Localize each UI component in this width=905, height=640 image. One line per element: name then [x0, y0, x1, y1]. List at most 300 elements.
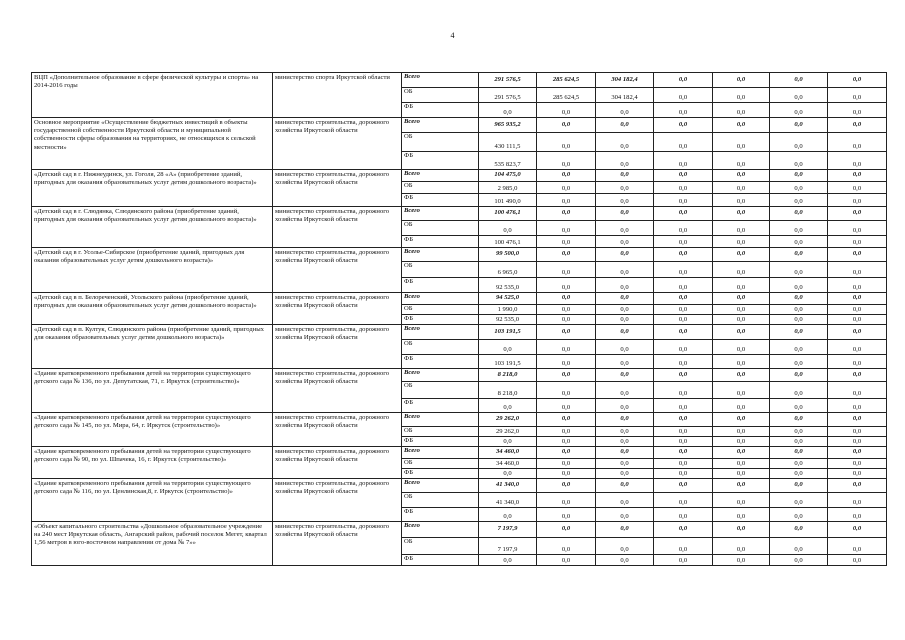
- funding-source: ОБ: [402, 262, 479, 278]
- funding-value: 291 576,5: [479, 73, 537, 88]
- funding-value: 0,0: [713, 522, 770, 538]
- funding-value: 0,0: [596, 538, 654, 555]
- funding-value: 1 990,0: [479, 305, 537, 315]
- funding-value: 0,0: [654, 293, 713, 305]
- funding-value: 430 111,5: [479, 133, 537, 152]
- funding-value: 0,0: [828, 262, 887, 278]
- funding-value: 0,0: [770, 236, 828, 248]
- funding-source: ФБ: [402, 399, 479, 413]
- funding-value: 0,0: [537, 182, 596, 194]
- funding-value: 0,0: [654, 207, 713, 221]
- responsible-executor: министерство строительства, дорожного хозяйства Иркутской области: [273, 118, 402, 170]
- funding-value: 0,0: [770, 305, 828, 315]
- funding-value: 6 965,0: [479, 262, 537, 278]
- table-row: [32, 248, 887, 262]
- funding-source: Всего: [402, 479, 479, 493]
- funding-value: 0,0: [713, 538, 770, 555]
- funding-value: 0,0: [537, 194, 596, 207]
- funding-value: 285 624,5: [537, 88, 596, 103]
- program-name: «Здание кратковременного пребывания детей на территории существующего детского сада № 145, по ул. Мира, 64, г. Иркутск (строительство)»: [32, 413, 273, 447]
- funding-value: 0,0: [654, 522, 713, 538]
- funding-value: 0,0: [770, 133, 828, 152]
- funding-value: 0,0: [537, 340, 596, 355]
- responsible-executor: министерство строительства, дорожного хозяйства Иркутской области: [273, 325, 402, 369]
- program-name: ВЦП «Дополнительное образование в сфере физической культуры и спорта» на 2014-2016 годы: [32, 73, 273, 118]
- funding-value: 0,0: [537, 437, 596, 447]
- funding-value: 0,0: [596, 382, 654, 399]
- funding-value: 0,0: [479, 399, 537, 413]
- funding-value: 0,0: [654, 479, 713, 493]
- funding-value: 0,0: [828, 508, 887, 522]
- funding-source: ОБ: [402, 305, 479, 315]
- funding-value: 0,0: [596, 369, 654, 382]
- funding-value: 34 460,0: [479, 447, 537, 459]
- funding-value: 0,0: [770, 315, 828, 325]
- funding-value: 0,0: [828, 355, 887, 369]
- funding-value: 0,0: [537, 293, 596, 305]
- funding-source: Всего: [402, 293, 479, 305]
- funding-value: 285 624,5: [537, 73, 596, 88]
- funding-value: 0,0: [713, 133, 770, 152]
- funding-value: 0,0: [654, 170, 713, 182]
- funding-value: 0,0: [479, 340, 537, 355]
- funding-value: 0,0: [537, 248, 596, 262]
- funding-value: 0,0: [654, 427, 713, 437]
- funding-value: 0,0: [596, 399, 654, 413]
- funding-value: 0,0: [537, 305, 596, 315]
- funding-value: 0,0: [596, 182, 654, 194]
- funding-value: 0,0: [713, 103, 770, 118]
- funding-value: 0,0: [654, 152, 713, 170]
- funding-source: ФБ: [402, 278, 479, 293]
- funding-source: ФБ: [402, 152, 479, 170]
- funding-value: 0,0: [537, 278, 596, 293]
- funding-value: 0,0: [713, 221, 770, 236]
- funding-value: 0,0: [713, 182, 770, 194]
- program-name: Основное мероприятие «Осуществление бюджетных инвестиций в объекты государственной собственности Иркутской области и муниципальной собственности сферы образования на территориях, не относящихся к сельской местности»: [32, 118, 273, 170]
- funding-source: Всего: [402, 447, 479, 459]
- funding-value: 0,0: [828, 447, 887, 459]
- funding-value: 0,0: [537, 522, 596, 538]
- funding-value: 0,0: [654, 340, 713, 355]
- funding-source: ОБ: [402, 427, 479, 437]
- funding-value: 0,0: [537, 133, 596, 152]
- funding-value: 0,0: [654, 305, 713, 315]
- funding-value: 0,0: [537, 118, 596, 133]
- funding-value: 0,0: [596, 437, 654, 447]
- funding-value: 0,0: [537, 447, 596, 459]
- funding-value: 0,0: [596, 447, 654, 459]
- funding-value: 0,0: [770, 437, 828, 447]
- funding-value: 0,0: [654, 221, 713, 236]
- funding-source: ФБ: [402, 103, 479, 118]
- funding-value: 0,0: [713, 325, 770, 340]
- funding-value: 0,0: [713, 355, 770, 369]
- funding-source: ОБ: [402, 382, 479, 399]
- funding-source: Всего: [402, 369, 479, 382]
- funding-value: 0,0: [537, 469, 596, 479]
- funding-source: ФБ: [402, 469, 479, 479]
- funding-value: 0,0: [654, 538, 713, 555]
- funding-value: 0,0: [713, 399, 770, 413]
- funding-value: 0,0: [713, 293, 770, 305]
- funding-value: 965 935,2: [479, 118, 537, 133]
- funding-source: ОБ: [402, 182, 479, 194]
- funding-value: 0,0: [537, 207, 596, 221]
- funding-value: 535 823,7: [479, 152, 537, 170]
- program-name: «Здание кратковременного пребывания детей на территории существующего детского сада № 90, по ул. Шпачека, 16, г. Иркутск (строительство)»: [32, 447, 273, 479]
- funding-value: 0,0: [654, 469, 713, 479]
- funding-value: 0,0: [537, 369, 596, 382]
- funding-value: 104 475,0: [479, 170, 537, 182]
- program-name: «Объект капитального строительства «Дошкольное образовательное учреждение на 240 мест Иркутская область, Ангарский район, рабочий поселок Мегет, квартал 1,56 метров в юго-восточном направлении от дома № 7»»: [32, 522, 273, 566]
- funding-value: 100 476,1: [479, 207, 537, 221]
- funding-value: 0,0: [828, 459, 887, 469]
- funding-value: 0,0: [654, 118, 713, 133]
- table-body: [32, 73, 887, 566]
- funding-value: 0,0: [654, 493, 713, 508]
- funding-value: 0,0: [713, 170, 770, 182]
- funding-source: ФБ: [402, 194, 479, 207]
- funding-value: 2 985,0: [479, 182, 537, 194]
- funding-value: 99 500,0: [479, 248, 537, 262]
- funding-value: 0,0: [828, 73, 887, 88]
- funding-value: 0,0: [713, 248, 770, 262]
- funding-value: 0,0: [596, 493, 654, 508]
- funding-value: 0,0: [770, 103, 828, 118]
- funding-source: Всего: [402, 248, 479, 262]
- funding-value: 0,0: [828, 555, 887, 566]
- funding-value: 0,0: [770, 399, 828, 413]
- responsible-executor: министерство строительства, дорожного хозяйства Иркутской области: [273, 522, 402, 566]
- funding-value: 0,0: [596, 152, 654, 170]
- funding-value: 0,0: [770, 325, 828, 340]
- funding-value: 7 197,9: [479, 522, 537, 538]
- funding-value: 0,0: [596, 103, 654, 118]
- table-row: [32, 170, 887, 182]
- funding-value: 0,0: [770, 118, 828, 133]
- funding-value: 0,0: [770, 493, 828, 508]
- funding-value: 0,0: [654, 133, 713, 152]
- funding-value: 304 182,4: [596, 73, 654, 88]
- funding-value: 0,0: [770, 340, 828, 355]
- funding-value: 0,0: [596, 340, 654, 355]
- funding-value: 0,0: [654, 182, 713, 194]
- funding-value: 0,0: [654, 88, 713, 103]
- funding-value: 7 197,9: [479, 538, 537, 555]
- funding-value: 0,0: [770, 182, 828, 194]
- funding-value: 0,0: [596, 194, 654, 207]
- funding-source: Всего: [402, 413, 479, 427]
- funding-value: 0,0: [479, 437, 537, 447]
- funding-value: 101 490,0: [479, 194, 537, 207]
- funding-value: 8 218,0: [479, 382, 537, 399]
- funding-value: 0,0: [596, 262, 654, 278]
- funding-value: 291 576,5: [479, 88, 537, 103]
- funding-value: 0,0: [770, 479, 828, 493]
- funding-source: ФБ: [402, 236, 479, 248]
- funding-value: 0,0: [770, 293, 828, 305]
- funding-value: 0,0: [770, 170, 828, 182]
- funding-value: 0,0: [596, 522, 654, 538]
- funding-value: 0,0: [713, 118, 770, 133]
- funding-value: 0,0: [537, 170, 596, 182]
- funding-value: 0,0: [654, 103, 713, 118]
- table-row: [32, 207, 887, 221]
- funding-value: 0,0: [770, 73, 828, 88]
- funding-value: 0,0: [654, 555, 713, 566]
- funding-value: 41 340,0: [479, 493, 537, 508]
- funding-value: 0,0: [537, 262, 596, 278]
- funding-value: 0,0: [828, 133, 887, 152]
- funding-value: 0,0: [713, 459, 770, 469]
- funding-value: 0,0: [596, 293, 654, 305]
- funding-source: Всего: [402, 118, 479, 133]
- funding-value: 0,0: [596, 221, 654, 236]
- funding-value: 8 218,0: [479, 369, 537, 382]
- table-row: [32, 447, 887, 459]
- funding-value: 0,0: [537, 152, 596, 170]
- funding-value: 0,0: [654, 278, 713, 293]
- responsible-executor: министерство строительства, дорожного хозяйства Иркутской области: [273, 207, 402, 248]
- funding-value: 0,0: [596, 207, 654, 221]
- funding-value: 0,0: [654, 369, 713, 382]
- funding-source: Всего: [402, 325, 479, 340]
- funding-value: 0,0: [770, 522, 828, 538]
- funding-value: 103 191,5: [479, 355, 537, 369]
- funding-value: 0,0: [596, 355, 654, 369]
- funding-value: 0,0: [713, 315, 770, 325]
- funding-value: 0,0: [596, 555, 654, 566]
- funding-value: 0,0: [596, 427, 654, 437]
- financing-table: [31, 72, 887, 566]
- responsible-executor: министерство строительства, дорожного хозяйства Иркутской области: [273, 293, 402, 325]
- funding-value: 0,0: [828, 382, 887, 399]
- funding-value: 0,0: [828, 469, 887, 479]
- responsible-executor: министерство спорта Иркутской области: [273, 73, 402, 118]
- funding-value: 0,0: [713, 469, 770, 479]
- funding-value: 0,0: [654, 194, 713, 207]
- funding-value: 0,0: [537, 315, 596, 325]
- funding-value: 0,0: [596, 413, 654, 427]
- funding-value: 0,0: [770, 469, 828, 479]
- funding-value: 0,0: [828, 293, 887, 305]
- funding-value: 0,0: [770, 262, 828, 278]
- funding-value: 0,0: [596, 170, 654, 182]
- funding-value: 0,0: [713, 194, 770, 207]
- funding-value: 0,0: [770, 459, 828, 469]
- program-name: «Здание кратковременного пребывания детей на территории существующего детского сада № 116, по ул. Ценлинская,8, г. Иркутск (строительство)»: [32, 479, 273, 522]
- funding-value: 0,0: [828, 437, 887, 447]
- funding-value: 0,0: [479, 508, 537, 522]
- funding-value: 0,0: [770, 447, 828, 459]
- funding-value: 0,0: [770, 555, 828, 566]
- funding-value: 304 182,4: [596, 88, 654, 103]
- funding-source: ФБ: [402, 355, 479, 369]
- funding-value: 103 191,5: [479, 325, 537, 340]
- funding-value: 0,0: [537, 493, 596, 508]
- program-name: «Детский сад в п. Култук, Слюдянского района (приобретение зданий, пригодных для оказания образовательных услуг детям дошкольного возраста)»: [32, 325, 273, 369]
- responsible-executor: министерство строительства, дорожного хозяйства Иркутской области: [273, 369, 402, 413]
- funding-source: ОБ: [402, 133, 479, 152]
- funding-value: 0,0: [654, 399, 713, 413]
- funding-value: 0,0: [537, 427, 596, 437]
- funding-value: 0,0: [596, 459, 654, 469]
- funding-value: 0,0: [770, 538, 828, 555]
- table-row: [32, 325, 887, 340]
- funding-value: 0,0: [828, 522, 887, 538]
- funding-value: 0,0: [828, 325, 887, 340]
- program-name: «Детский сад в г. Слюдянка, Слюдянского района (приобретение зданий, пригодных для оказания образовательных услуг детям дошкольного возраста)»: [32, 207, 273, 248]
- funding-source: Всего: [402, 170, 479, 182]
- funding-value: 0,0: [713, 447, 770, 459]
- funding-value: 0,0: [770, 427, 828, 437]
- funding-value: 0,0: [713, 382, 770, 399]
- funding-value: 0,0: [537, 221, 596, 236]
- funding-value: 0,0: [828, 236, 887, 248]
- funding-source: ОБ: [402, 459, 479, 469]
- table-row: [32, 118, 887, 133]
- funding-value: 92 535,0: [479, 278, 537, 293]
- funding-value: 0,0: [828, 427, 887, 437]
- funding-value: 0,0: [713, 207, 770, 221]
- funding-value: 0,0: [828, 248, 887, 262]
- funding-source: Всего: [402, 73, 479, 88]
- table-row: [32, 479, 887, 493]
- funding-value: 0,0: [654, 459, 713, 469]
- funding-value: 0,0: [654, 447, 713, 459]
- funding-value: 0,0: [596, 118, 654, 133]
- funding-value: 0,0: [479, 221, 537, 236]
- funding-value: 0,0: [537, 355, 596, 369]
- program-name: «Детский сад в г. Нижнеудинск, ул. Гоголя, 28 «А» (приобретение зданий, пригодных для оказания образовательных услуг детям дошкольного возраста)»: [32, 170, 273, 207]
- funding-source: Всего: [402, 522, 479, 538]
- funding-value: 29 262,0: [479, 427, 537, 437]
- funding-value: 0,0: [654, 437, 713, 447]
- funding-value: 0,0: [828, 305, 887, 315]
- funding-value: 0,0: [828, 340, 887, 355]
- funding-value: 0,0: [770, 194, 828, 207]
- funding-value: 0,0: [713, 305, 770, 315]
- funding-value: 0,0: [596, 469, 654, 479]
- funding-value: 0,0: [828, 278, 887, 293]
- funding-value: 0,0: [479, 469, 537, 479]
- funding-source: Всего: [402, 207, 479, 221]
- funding-value: 0,0: [770, 207, 828, 221]
- funding-value: 0,0: [654, 325, 713, 340]
- responsible-executor: министерство строительства, дорожного хозяйства Иркутской области: [273, 170, 402, 207]
- funding-source: ФБ: [402, 437, 479, 447]
- page-number: 4: [450, 31, 455, 40]
- funding-value: 34 460,0: [479, 459, 537, 469]
- funding-value: 0,0: [654, 413, 713, 427]
- funding-value: 0,0: [596, 133, 654, 152]
- responsible-executor: министерство строительства, дорожного хозяйства Иркутской области: [273, 248, 402, 293]
- funding-value: 0,0: [828, 118, 887, 133]
- funding-value: 0,0: [770, 248, 828, 262]
- funding-value: 0,0: [654, 262, 713, 278]
- funding-value: 0,0: [654, 73, 713, 88]
- funding-value: 0,0: [828, 413, 887, 427]
- funding-value: 0,0: [537, 479, 596, 493]
- funding-value: 0,0: [537, 555, 596, 566]
- funding-value: 0,0: [596, 236, 654, 248]
- table-row: [32, 369, 887, 382]
- funding-value: 0,0: [770, 221, 828, 236]
- funding-value: 0,0: [713, 278, 770, 293]
- funding-source: ФБ: [402, 555, 479, 566]
- program-name: «Детский сад в г. Усолье-Сибирское (приобретение зданий, пригодных для оказания образовательных услуг детям дошкольного возраста)»: [32, 248, 273, 293]
- funding-value: 0,0: [770, 355, 828, 369]
- table-row: [32, 522, 887, 538]
- funding-value: 0,0: [828, 88, 887, 103]
- funding-source: ФБ: [402, 508, 479, 522]
- funding-value: 0,0: [713, 508, 770, 522]
- funding-value: 0,0: [537, 413, 596, 427]
- funding-value: 0,0: [828, 152, 887, 170]
- funding-value: 0,0: [596, 278, 654, 293]
- funding-value: 0,0: [654, 236, 713, 248]
- funding-value: 92 535,0: [479, 315, 537, 325]
- program-name: «Здание кратковременного пребывания детей на территории существующего детского сада № 136, по ул. Депутатская, 71, г. Иркутск (строительство)»: [32, 369, 273, 413]
- funding-value: 0,0: [713, 369, 770, 382]
- funding-value: 0,0: [537, 103, 596, 118]
- funding-value: 0,0: [713, 262, 770, 278]
- funding-value: 0,0: [770, 278, 828, 293]
- funding-source: ОБ: [402, 88, 479, 103]
- funding-value: 0,0: [770, 88, 828, 103]
- funding-value: 0,0: [654, 508, 713, 522]
- table-row: [32, 293, 887, 305]
- funding-source: ОБ: [402, 538, 479, 555]
- funding-value: 94 525,0: [479, 293, 537, 305]
- funding-value: 0,0: [713, 555, 770, 566]
- funding-value: 0,0: [479, 103, 537, 118]
- funding-value: 0,0: [537, 508, 596, 522]
- funding-value: 0,0: [828, 493, 887, 508]
- funding-value: 0,0: [828, 170, 887, 182]
- funding-value: 0,0: [596, 325, 654, 340]
- funding-source: ОБ: [402, 493, 479, 508]
- funding-value: 0,0: [828, 182, 887, 194]
- funding-value: 0,0: [713, 427, 770, 437]
- funding-value: 0,0: [713, 152, 770, 170]
- funding-value: 0,0: [828, 315, 887, 325]
- funding-value: 0,0: [828, 207, 887, 221]
- funding-value: 0,0: [770, 369, 828, 382]
- funding-source: ОБ: [402, 221, 479, 236]
- funding-source: ОБ: [402, 340, 479, 355]
- funding-value: 0,0: [828, 399, 887, 413]
- funding-value: 0,0: [654, 315, 713, 325]
- funding-value: 0,0: [828, 103, 887, 118]
- funding-value: 0,0: [828, 221, 887, 236]
- funding-value: 0,0: [537, 325, 596, 340]
- funding-value: 0,0: [770, 382, 828, 399]
- funding-source: ФБ: [402, 315, 479, 325]
- table-row: [32, 73, 887, 88]
- funding-value: 0,0: [770, 413, 828, 427]
- funding-value: 0,0: [828, 369, 887, 382]
- funding-value: 0,0: [713, 437, 770, 447]
- funding-value: 0,0: [596, 508, 654, 522]
- responsible-executor: министерство строительства, дорожного хозяйства Иркутской области: [273, 447, 402, 479]
- funding-value: 0,0: [596, 305, 654, 315]
- program-name: «Детский сад в п. Белореченский, Усольского района (приобретение зданий, пригодных для оказания образовательных услуг детям дошкольного возраста)»: [32, 293, 273, 325]
- funding-value: 0,0: [713, 236, 770, 248]
- funding-value: 0,0: [537, 399, 596, 413]
- table-row: [32, 413, 887, 427]
